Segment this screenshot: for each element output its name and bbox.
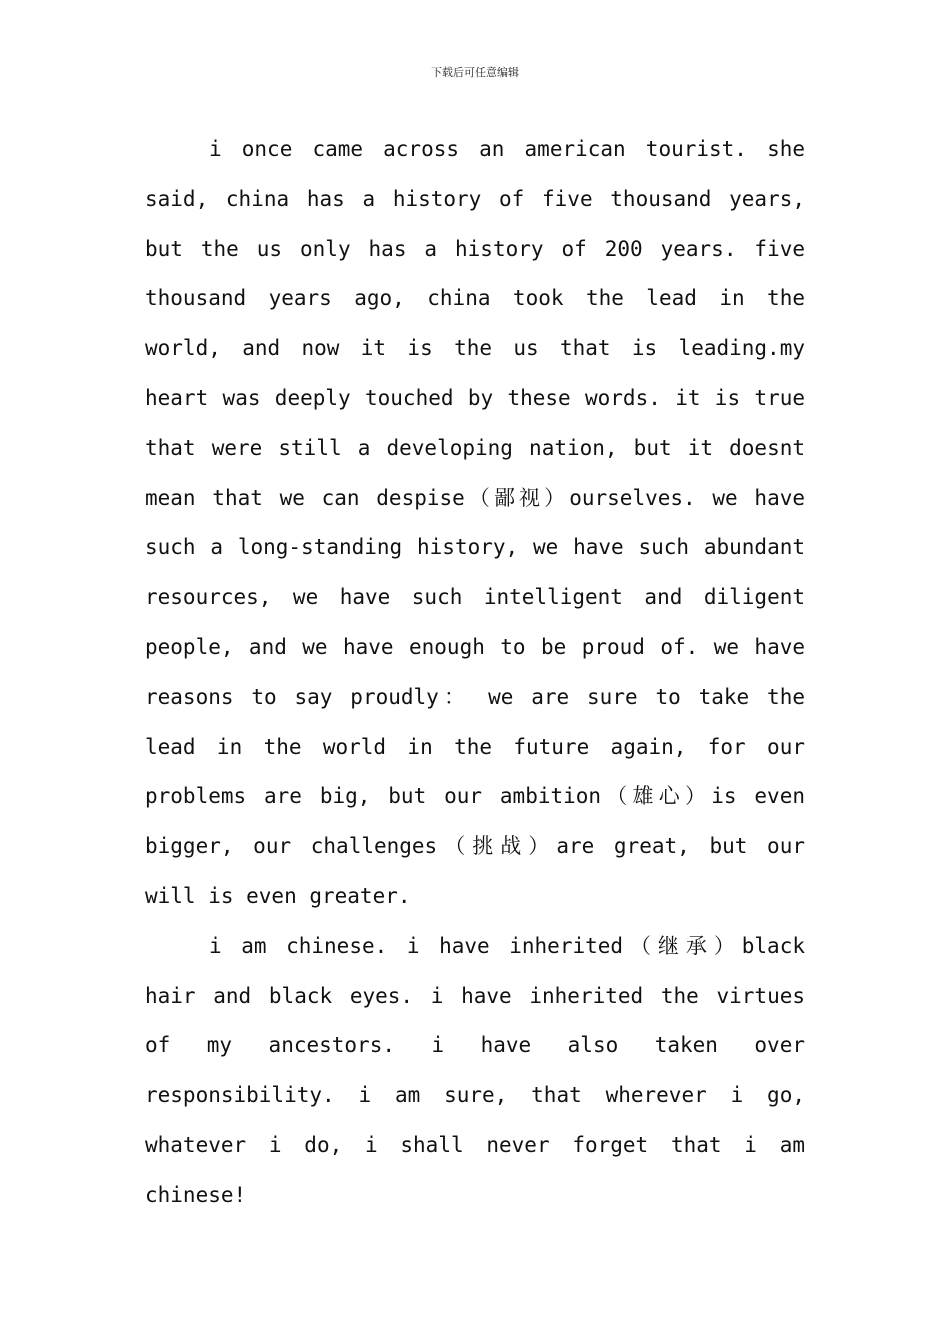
paragraph-line: people, and we have enough to be proud of. we have xyxy=(145,634,805,659)
page-header: 下载后可任意编辑 xyxy=(431,66,519,79)
paragraph-line: will is even greater. xyxy=(145,883,411,908)
paragraph-line: but the us only has a history of 200 years. five xyxy=(145,236,805,261)
paragraph-line: lead in the world in the future again, for our xyxy=(145,734,805,759)
paragraph-line: world, and now it is the us that is leading.my xyxy=(145,336,805,361)
paragraph-line: i am chinese. i have inherited（继承）black xyxy=(209,933,805,958)
paragraph-line: thousand years ago, china took the lead in the xyxy=(145,286,805,311)
paragraph-line: whatever i do, i shall never forget that i am xyxy=(145,1132,805,1157)
paragraph-line: of my ancestors. i have also taken over xyxy=(145,1033,805,1058)
paragraph-line: heart was deeply touched by these words. it is true xyxy=(145,385,805,410)
paragraph-line: said, china has a history of five thousand years, xyxy=(145,186,805,211)
paragraph-line: that were still a developing nation, but it doesnt xyxy=(145,435,805,460)
paragraph-line: reasons to say proudly： we are sure to take the xyxy=(145,684,805,709)
paragraph-line: hair and black eyes. i have inherited the virtues xyxy=(145,983,805,1008)
paragraph-line: responsibility. i am sure, that wherever i go, xyxy=(145,1083,805,1108)
paragraph-line: i once came across an american tourist. she xyxy=(209,137,805,161)
paragraph-line: mean that we can despise（鄙视）ourselves. we have xyxy=(145,485,805,510)
paragraph-line: bigger, our challenges（挑战）are great, but our xyxy=(145,834,805,859)
document-body xyxy=(145,125,805,1221)
paragraph-1 xyxy=(145,125,805,922)
paragraph-line: chinese! xyxy=(145,1182,247,1207)
paragraph-line: problems are big, but our ambition（雄心）is even xyxy=(145,784,805,809)
paragraph-2 xyxy=(145,922,805,1221)
paragraph-line: resources, we have such intelligent and diligent xyxy=(145,585,805,610)
paragraph-line: such a long-standing history, we have such abundant xyxy=(145,535,805,560)
